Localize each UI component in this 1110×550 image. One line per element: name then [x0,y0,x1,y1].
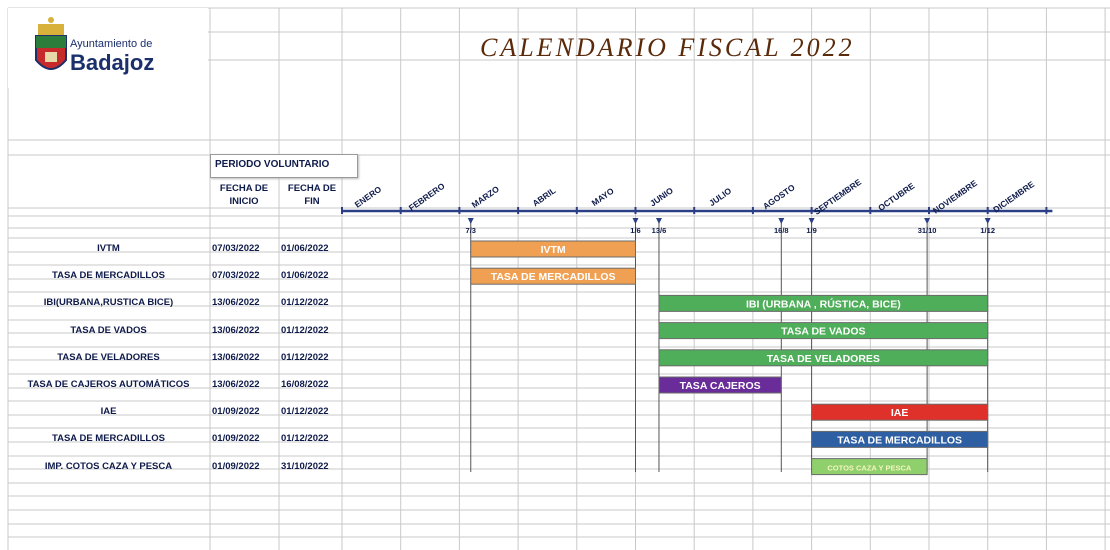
start-date-header-line2: INICIO [229,196,259,207]
marker-label: 7/3 [465,226,476,235]
month-label: JULIO [707,185,734,209]
start-date-header-line1: FECHA DE [219,183,269,194]
marker-arrow-icon [809,218,815,224]
month-label: FEBRERO [406,180,447,213]
gantt-bar-label: TASA DE VELADORES [766,352,880,365]
period-header: PERIODO VOLUNTARIO [215,159,330,170]
logo-subtitle: Ayuntamiento de [70,38,153,50]
row-start-date: 01/09/2022 [212,406,260,418]
row-start-date: 01/09/2022 [212,460,260,472]
row-label: TASA DE VELADORES [57,351,160,363]
row-start-date: 13/06/2022 [212,351,260,363]
gantt-bar-label: TASA DE VADOS [781,325,866,338]
row-label: IVTM [97,243,120,254]
month-label: AGOSTO [760,182,797,212]
row-end-date: 01/06/2022 [281,243,329,254]
gantt-bar-label: TASA DE MERCADILLOS [837,434,963,447]
row-end-date: 01/12/2022 [281,351,329,363]
row-start-date: 13/06/2022 [212,379,260,390]
row-start-date: 07/03/2022 [212,270,260,282]
logo-name: Badajoz [70,50,155,75]
row-label: TASA DE CAJEROS AUTOMÁTICOS [27,379,190,390]
row-label: IAE [100,406,117,418]
row-end-date: 31/10/2022 [281,460,329,472]
row-label: TASA DE VADOS [70,324,147,336]
row-start-date: 13/06/2022 [212,297,260,309]
month-label: ABRIL [530,185,558,209]
gantt-bar-label: IAE [890,407,909,420]
marker-label: 1/6 [630,226,641,235]
marker-label: 1/12 [980,226,996,235]
month-label: JUNIO [647,185,675,209]
row-end-date: 01/06/2022 [281,270,329,282]
gantt-bar-label: TASA DE MERCADILLOS [490,271,616,284]
gantt-bar-label: IVTM [540,244,566,256]
end-date-header-line1: FECHA DE [287,183,337,194]
month-label: SEPTIEMBRE [812,176,864,217]
marker-arrow-icon [924,218,930,224]
row-end-date: 16/08/2022 [281,379,329,390]
gantt-bar-label: COTOS CAZA Y PESCA [827,463,912,473]
end-date-header-line2: FIN [304,196,320,207]
row-end-date: 01/12/2022 [281,324,329,336]
month-label: MAYO [589,185,616,209]
month-label: ENERO [352,184,384,210]
row-end-date: 01/12/2022 [281,406,329,418]
month-label: DICIEMBRE [991,179,1037,215]
marker-arrow-icon [778,218,784,224]
page-title: CALENDARIO FISCAL 2022 [480,33,855,62]
month-label: NOVIEMBRE [930,177,979,216]
marker-arrow-icon [985,218,991,224]
row-label: IMP. COTOS CAZA Y PESCA [44,460,173,472]
month-label: OCTUBRE [876,180,917,213]
row-label: IBI(URBANA,RUSTICA BICE) [43,297,174,309]
row-start-date: 01/09/2022 [212,433,260,445]
gantt-bar-label: TASA CAJEROS [679,380,761,392]
marker-arrow-icon [468,218,474,224]
marker-arrow-icon [633,218,639,224]
gantt-bar-label: IBI (URBANA , RÚSTICA, BICE) [745,298,901,311]
row-end-date: 01/12/2022 [281,297,329,309]
row-label: TASA DE MERCADILLOS [52,433,165,445]
row-end-date: 01/12/2022 [281,433,329,445]
row-start-date: 13/06/2022 [212,324,260,336]
marker-arrow-icon [656,218,662,224]
row-start-date: 07/03/2022 [212,243,260,254]
marker-label: 31/10 [917,226,937,235]
marker-label: 1/9 [806,226,817,235]
marker-label: 13/6 [651,226,667,235]
month-label: MARZO [469,183,501,210]
row-label: TASA DE MERCADILLOS [52,270,165,282]
marker-label: 16/8 [773,226,789,235]
